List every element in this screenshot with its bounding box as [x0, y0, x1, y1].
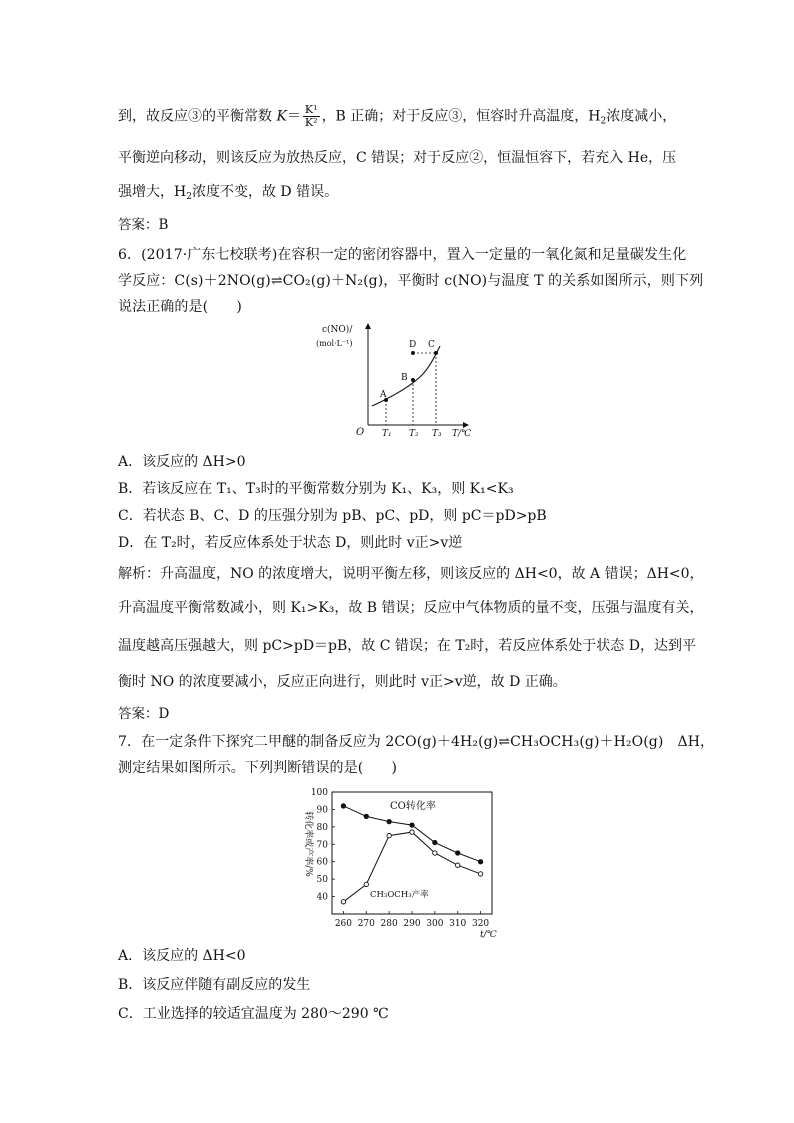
figure-cno-vs-temperature: [312, 318, 482, 452]
text-run: 到，故反应③的平衡常数: [118, 108, 277, 125]
q6-option-d: D．在 T₂时，若反应体系处于状态 D，则此时 v正>v逆: [118, 535, 463, 551]
co-conversion-point: [478, 860, 482, 864]
x-tick-label: 270: [357, 919, 375, 929]
text-run: ，B 正确；对于反应③，恒容时升高温度，H: [321, 108, 601, 125]
y-axis-label-line2: (mol·L⁻¹): [316, 339, 353, 348]
q7-option-b: B．该反应伴随有副反应的发生: [118, 977, 311, 993]
answer-5: 答案：B: [118, 217, 169, 233]
q7-option-a: A．该反应的 ΔH<0: [118, 948, 246, 964]
fraction-denominator: K²: [304, 116, 318, 129]
x-tick-label: 260: [334, 919, 353, 929]
figure-dme-chart: [294, 782, 504, 946]
x-tick-label: 310: [449, 919, 467, 929]
q6-explanation-4: 衡时 NO 的浓度要减小，反应正向进行，则此时 v正>v逆，故 D 正确。: [118, 674, 567, 690]
q6-option-c: C．若状态 B、C、D 的压强分别为 pB、pC、pD，则 pC＝pD>pB: [118, 508, 547, 524]
dme-yield-point: [387, 833, 391, 837]
label-b: B: [401, 373, 408, 383]
q6-option-b: B．若该反应在 T₁、T₃时的平衡常数分别为 K₁、K₃，则 K₁<K₃: [118, 481, 514, 497]
co-conversion-point: [410, 823, 414, 827]
co-conversion-point: [341, 804, 345, 808]
dme-yield-point: [364, 882, 368, 886]
explanation-line-1: [118, 104, 676, 129]
x-axis-label: T/℃: [452, 429, 472, 439]
dme-yield-point: [341, 900, 345, 904]
y-axis-label: 转化率或产率/%: [303, 811, 313, 877]
q6-explanation-3: 温度越高压强越大，则 pC>pD＝pB，故 C 错误；在 T₂时，若反应体系处于状态 D，达到平: [118, 638, 696, 654]
equals-sign: ＝: [286, 108, 301, 125]
explanation-line-3: [118, 182, 338, 202]
text-run: 强增大，H: [118, 184, 187, 200]
subscript: 2: [600, 116, 607, 127]
text-run: 浓度减小，: [606, 108, 677, 125]
legend-co-conversion: CO转化率: [390, 801, 436, 812]
x-tick-label: 300: [426, 919, 444, 929]
label-c: C: [428, 340, 435, 350]
x-axis-label: t/℃: [480, 930, 497, 940]
q7-option-c: C．工业选择的较适宜温度为 280～290 ℃: [118, 1006, 389, 1022]
question-6-line-3: 说法正确的是( ): [118, 299, 242, 315]
co-conversion-point: [456, 851, 460, 855]
q6-explanation-1: 解析：升高温度，NO 的浓度增大，说明平衡左移，则该反应的 ΔH<0，故 A 错误；ΔH<0，: [118, 566, 704, 582]
label-d: D: [409, 340, 417, 350]
y-tick-label: 90: [316, 805, 328, 816]
tick-t3: T₃: [432, 429, 442, 439]
k-symbol: K: [276, 108, 287, 125]
y-tick-label: 100: [310, 788, 328, 798]
label-a: A: [380, 390, 387, 400]
dme-yield-point: [456, 863, 460, 867]
x-tick-label: 280: [380, 919, 398, 929]
y-axis-label-line1: c(NO)/: [322, 325, 353, 335]
co-conversion-point: [387, 819, 391, 823]
k-fraction: [303, 104, 320, 129]
q6-option-a: A．该反应的 ΔH>0: [118, 454, 246, 470]
explanation-line-2: 平衡逆向移动，则该反应为放热反应，C 错误；对于反应②，恒温恒容下，若充入 He，压: [118, 150, 677, 166]
chart-svg-1: [312, 318, 482, 448]
point-d: [411, 351, 415, 355]
question-7-line-2: 测定结果如图所示。下列判断错误的是( ): [118, 760, 398, 776]
subscript: 2: [186, 192, 192, 202]
y-tick-label: 40: [316, 892, 328, 903]
question-6-line-2: 学反应：C(s)＋2NO(g)⇌CO₂(g)＋N₂(g)，平衡时 c(NO)与温度 T 的关系如图所示，则下列: [118, 273, 704, 289]
dme-yield-point: [410, 830, 414, 834]
question-6-line-1: 6．(2017·广东七校联考)在容积一定的密闭容器中，置入一定量的一氧化氮和足量碳发生化: [118, 247, 687, 263]
origin-label: O: [356, 427, 365, 438]
y-tick-label: 70: [316, 840, 328, 851]
dme-yield-point: [478, 872, 482, 876]
y-tick-label: 50: [316, 875, 328, 886]
tick-t2: T₂: [409, 429, 419, 439]
co-conversion-point: [433, 840, 437, 844]
x-tick-label: 320: [471, 919, 490, 929]
x-tick-label: 290: [403, 919, 421, 929]
answer-6: 答案：D: [118, 706, 170, 722]
dme-yield-point: [433, 851, 437, 855]
legend-dme-yield: CH₃OCH₃产率: [370, 890, 429, 900]
text-run: 浓度不变，故 D 错误。: [191, 184, 339, 200]
y-tick-label: 80: [316, 822, 328, 833]
co-conversion-point: [364, 814, 368, 818]
point-b: [411, 378, 415, 382]
point-c: [434, 351, 438, 355]
chart-svg-2: [294, 782, 504, 942]
tick-t1: T₁: [382, 429, 392, 439]
q6-explanation-2: 升高温度平衡常数减小，则 K₁>K₃，故 B 错误；反应中气体物质的量不变，压强与温度有关，: [118, 600, 704, 616]
fraction-numerator: K¹: [304, 103, 318, 116]
question-7-line-1: 7．在一定条件下探究二甲醚的制备反应为 2CO(g)＋4H₂(g)⇌CH₃OCH₃(g)＋H₂O(g) ΔH，: [118, 734, 715, 750]
y-tick-label: 60: [316, 857, 328, 868]
